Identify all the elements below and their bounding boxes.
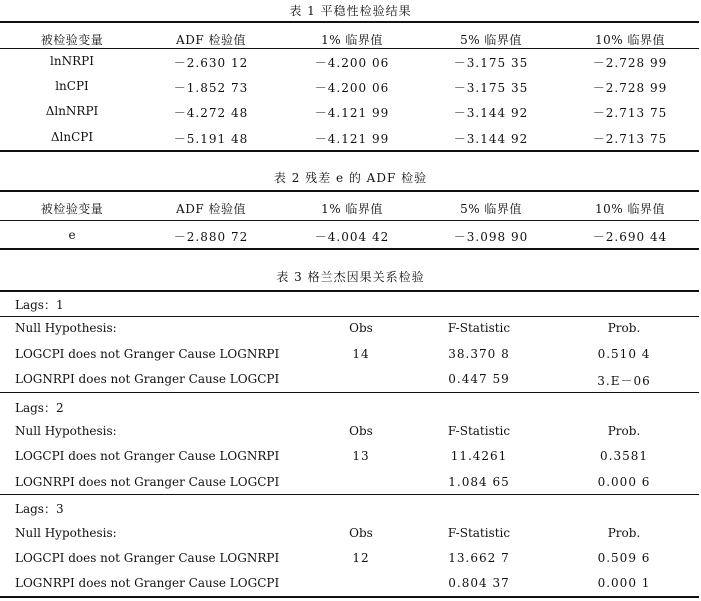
table1-row3-1pct: －4.121 99	[314, 106, 390, 120]
table3-bottom-rule	[0, 596, 699, 598]
table1-header-adf: ADF 检验值	[176, 33, 246, 47]
table1-row3-10pct: －2.713 75	[592, 106, 668, 120]
table1-row2-adf: －1.852 73	[173, 81, 249, 95]
table2-header-adf: ADF 检验值	[176, 202, 246, 216]
table2-header-variable: 被检验变量	[40, 202, 104, 216]
table1-row2-1pct: －4.200 06	[314, 81, 390, 95]
table3-block3-header-prob: Prob.	[607, 526, 641, 540]
table1-row1-adf: －2.630 12	[173, 56, 249, 70]
table1-row4-10pct: －2.713 75	[592, 132, 668, 146]
table3-block1-header-hypothesis: Null Hypothesis:	[15, 321, 117, 335]
table3-block3-row2-fstat: 0.804 37	[448, 576, 510, 590]
table1-row3-variable: ΔlnNRPI	[45, 104, 99, 118]
table3-block3-row2-hypothesis: LOGNRPI does not Granger Cause LOGCPI	[15, 576, 280, 590]
table2-bottom-rule	[0, 248, 699, 250]
table3-block1-row2-fstat: 0.447 59	[448, 372, 510, 386]
table3-block1-lags-rule	[0, 316, 699, 317]
table1-row4-1pct: －4.121 99	[314, 132, 390, 146]
table3-block1-row2-hypothesis: LOGNRPI does not Granger Cause LOGCPI	[15, 372, 280, 386]
table3-block1-header-prob: Prob.	[607, 321, 641, 335]
table1-header-10pct: 10% 临界值	[595, 33, 665, 47]
table2-header-1pct: 1% 临界值	[321, 202, 383, 216]
table3-block2-lags: Lags：2	[15, 401, 64, 415]
table3-block2-row2-prob: 0.000 6	[597, 475, 651, 489]
table1-row4-adf: －5.191 48	[173, 132, 249, 146]
table3-block2-row2-fstat: 1.084 65	[448, 475, 510, 489]
table1-row1-5pct: －3.175 35	[453, 56, 529, 70]
table3-block3-lags: Lags：3	[15, 502, 64, 516]
table3-block2-row1-fstat: 11.4261	[450, 449, 508, 463]
table3-block3-row2-prob: 0.000 1	[597, 576, 651, 590]
table2-header-rule	[0, 220, 699, 221]
table3-block3-header-obs: Obs	[349, 526, 373, 540]
table1-caption: 表 1 平稳性检验结果	[289, 4, 412, 18]
table2-row1-10pct: －2.690 44	[592, 230, 668, 244]
table3-block3-header-fstat: F-Statistic	[447, 526, 511, 540]
table3-block3-row1-obs: 12	[352, 551, 370, 565]
table2-row1-5pct: －3.098 90	[453, 230, 529, 244]
table1-top-rule	[0, 21, 699, 23]
table3-block2-bottom-rule	[0, 494, 699, 495]
table2-caption: 表 2 残差 e 的 ADF 检验	[273, 171, 428, 185]
table3-block1-header-obs: Obs	[349, 321, 373, 335]
table1-row4-5pct: －3.144 92	[453, 132, 529, 146]
table3-block3-row1-hypothesis: LOGCPI does not Granger Cause LOGNRPI	[15, 551, 280, 565]
table3-block3-header-hypothesis: Null Hypothesis:	[15, 526, 117, 540]
table2-row1-adf: －2.880 72	[173, 230, 249, 244]
table3-block2-row1-prob: 0.3581	[600, 449, 648, 463]
table1-row1-1pct: －4.200 06	[314, 56, 390, 70]
table1-row4-variable: ΔlnCPI	[50, 130, 94, 144]
table3-block3-row1-prob: 0.509 6	[597, 551, 651, 565]
table2-top-rule	[0, 190, 699, 192]
table2-header-10pct: 10% 临界值	[595, 202, 665, 216]
table1-header-variable: 被检验变量	[40, 33, 104, 47]
table3-block2-row2-hypothesis: LOGNRPI does not Granger Cause LOGCPI	[15, 475, 280, 489]
table1-row2-variable: lnCPI	[55, 79, 89, 93]
table2-row1-variable: e	[68, 228, 76, 242]
table1-row2-5pct: －3.175 35	[453, 81, 529, 95]
table1-row1-10pct: －2.728 99	[592, 56, 668, 70]
table1-row2-10pct: －2.728 99	[592, 81, 668, 95]
table3-block2-header-fstat: F-Statistic	[447, 424, 511, 438]
table3-block1-bottom-rule	[0, 392, 699, 393]
table3-block2-header-obs: Obs	[349, 424, 373, 438]
table2-header-5pct: 5% 临界值	[460, 202, 522, 216]
table3-block2-row1-obs: 13	[352, 449, 370, 463]
table3-block2-header-hypothesis: Null Hypothesis:	[15, 424, 117, 438]
table3-block1-row2-prob: 3.E－06	[597, 374, 651, 388]
table3-block1-row1-obs: 14	[352, 347, 370, 361]
table1-header-1pct: 1% 临界值	[321, 33, 383, 47]
table3-top-rule	[0, 290, 699, 292]
table1-row1-variable: lnNRPI	[50, 54, 94, 68]
table1-row3-5pct: －3.144 92	[453, 106, 529, 120]
table2-row1-1pct: －4.004 42	[314, 230, 390, 244]
table3-block2-header-prob: Prob.	[607, 424, 641, 438]
table3-block1-lags: Lags：1	[15, 298, 64, 312]
table3-block2-row1-hypothesis: LOGCPI does not Granger Cause LOGNRPI	[15, 449, 280, 463]
table1-header-5pct: 5% 临界值	[460, 33, 522, 47]
table1-row3-adf: －4.272 48	[173, 106, 249, 120]
table3-block1-row1-prob: 0.510 4	[597, 347, 651, 361]
table3-block1-row1-hypothesis: LOGCPI does not Granger Cause LOGNRPI	[15, 347, 280, 361]
table3-block1-row1-fstat: 38.370 8	[448, 347, 510, 361]
table3-block1-header-fstat: F-Statistic	[447, 321, 511, 335]
table1-bottom-rule	[0, 150, 699, 152]
table3-block3-row1-fstat: 13.662 7	[448, 551, 510, 565]
table3-caption: 表 3 格兰杰因果关系检验	[276, 270, 425, 284]
table1-header-rule	[0, 48, 699, 49]
